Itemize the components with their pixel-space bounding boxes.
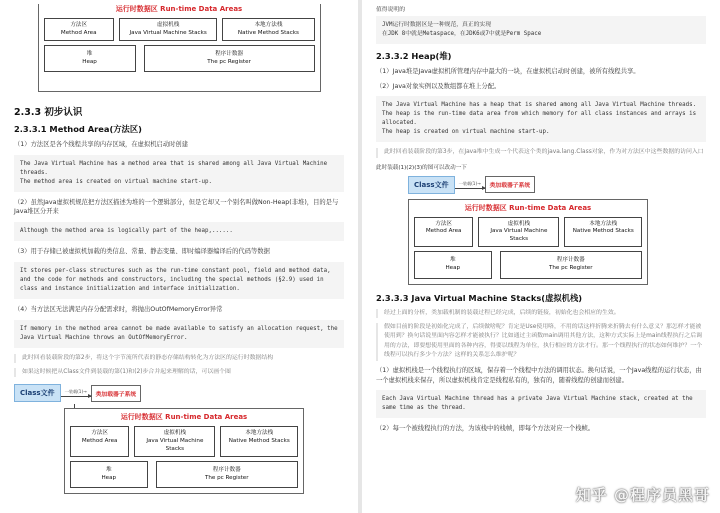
section-heading-vm-stacks: 2.3.3.3 Java Virtual Machine Stacks(虚拟机栈): [376, 292, 583, 303]
heap-note: 此时回看装载阶段的第3步，在Java堆中生成一个代表这个类的java.lang.Class对象，作为对方法区中这些数据的访问入口: [376, 148, 706, 157]
spec-note-box: JVM运行时数据区是一种规范，真正的实现 在JDK 8中就是Metaspace，在JDK6或7中就是Perm Space: [376, 16, 706, 44]
spec-note: [376, 4, 706, 44]
paragraph-4: （4）当方法区无法满足内存分配需求时，将抛出OutOfMemoryError异常: [14, 305, 223, 313]
runtime-diagram-right: [408, 199, 648, 285]
heap-box: 堆 Heap: [414, 251, 492, 278]
load-arrow: 一装载(1)→: [61, 389, 91, 397]
native-stacks-box: 本地方法栈 Native Method Stacks: [222, 18, 314, 41]
heap-paragraph-2: （2）Java对象实例以及数组都在堆上分配。: [376, 82, 501, 90]
code-block-3: It stores per-class structures such as the run-time constant pool, field and method data, and the code for methods and constructors, including the special methods (§2.9) used in class and instance initialization and interface initialization.: [14, 262, 344, 299]
method-area-box: 方法区 Method Area: [44, 18, 114, 41]
flow-caption: 此时装载(1)(2)(3)的图可以改动一下: [376, 164, 467, 171]
class-loader-subsystem-box: 类加载器子系统: [91, 385, 142, 402]
heap-code-block: The Java Virtual Machine has a heap that is shared among all Java Virtual Machine threads. The heap is the run-time data area from which memory for all class instances and arrays is allocated. The heap is created on virtual machine start-up.: [376, 96, 706, 142]
paragraph-1: （1）方法区是各个线程共享的内存区域，在虚拟机启动时创建: [14, 141, 189, 148]
flow-diagram-right: [408, 174, 706, 285]
paragraph-3: （3）用于存储已被虚拟机加载的类信息、常量、静态变量、即时编译器编译后的代码等数据: [14, 248, 270, 256]
left-page: [0, 0, 358, 513]
flow-diagram-left: [14, 382, 344, 494]
heap-box: 堆 Heap: [70, 461, 148, 488]
class-file-box: Class文件: [14, 384, 61, 402]
code-block-2: Although the method area is logically part of the heap,......: [14, 222, 344, 241]
native-stacks-box: 本地方法栈 Native Method Stacks: [564, 217, 642, 248]
method-area-box: 方法区 Method Area: [70, 426, 129, 457]
method-area-box: 方法区 Method Area: [414, 217, 473, 248]
diagram-title: 运行时数据区 Run-time Data Areas: [464, 203, 592, 212]
runtime-diagram-left: [64, 408, 304, 494]
section-heading-heap: 2.3.3.2 Heap(堆): [376, 50, 452, 61]
note-2: 如果这时候把从Class文件到装载的第(1)和(2)步合并起来理解的话，可以画个图: [14, 368, 344, 377]
class-loader-subsystem-box: 类加载器子系统: [485, 176, 536, 193]
pc-register-box: 程序计数器 The pc Register: [144, 45, 315, 72]
native-stacks-box: 本地方法栈 Native Method Stacks: [220, 426, 298, 457]
watermark: 知乎 @程序员黑哥: [575, 486, 710, 504]
pc-register-box: 程序计数器 The pc Register: [500, 251, 642, 278]
pc-register-box: 程序计数器 The pc Register: [156, 461, 298, 488]
runtime-diagram-top: [38, 4, 321, 96]
section-heading-2-3-3: 2.3.3 初步认识: [14, 107, 83, 118]
code-block-1: The Java Virtual Machine has a method area that is shared among all Java Virtual Machine threads. The method area is created on virtual machine start-up.: [14, 155, 344, 192]
section-heading-method-area: 2.3.3.1 Method Area(方法区): [14, 124, 142, 134]
right-page: [362, 0, 720, 513]
stack-note-1: 经过上面的分析，类加载机制的装载过程已经完成，后续的链接，初始化也会相应的生效。: [376, 309, 706, 318]
stack-paragraph-1: （1）虚拟机栈是一个线程执行的区域，保存着一个线程中方法的调用状态。换句话说，一个Java线程的运行状态，由一个虚拟机栈来保存，所以虚拟机栈肯定是线程私有的，独有的，随着线程的创建而创建。: [376, 366, 702, 384]
heap-box: 堆 Heap: [44, 45, 136, 72]
load-arrow: 一装载(1)→: [455, 181, 485, 189]
heap-paragraph-1: （1）Java堆是Java虚拟机所管理内存中最大的一块，在虚拟机启动时创建，被所有线程共享。: [376, 67, 640, 75]
stack-paragraph-2: （2）每一个被线程执行的方法，为该栈中的栈帧，即每个方法对应一个栈帧。: [376, 425, 595, 433]
diagram-title: 运行时数据区 Run-time Data Areas: [120, 413, 248, 422]
vm-stacks-box: 虚拟机栈 Java Virtual Machine Stacks: [478, 217, 559, 248]
note-1: 此时回看装载阶段的第2步，将这个字节流所代表的静态存储结构转化为方法区的运行时数据结构: [14, 354, 344, 363]
class-file-box: Class文件: [408, 176, 455, 194]
paragraph-2: （2）虽然Java虚拟机规范把方法区描述为堆的一个逻辑部分，但是它却又一个别名叫做Non-Heap(非堆)，目的是与Java堆区分开来: [14, 198, 339, 216]
code-block-4: If memory in the method area cannot be made available to satisfy an allocation request, the Java Virtual Machine throws an OutOfMemoryError.: [14, 320, 344, 348]
diagram-title: 运行时数据区 Run-time Data Areas: [115, 5, 243, 13]
vm-stacks-box: 虚拟机栈 Java Virtual Machine Stacks: [119, 18, 217, 41]
spec-note-label: 值得说明的: [376, 7, 405, 13]
vm-stacks-box: 虚拟机栈 Java Virtual Machine Stacks: [134, 426, 215, 457]
stack-code-block: Each Java Virtual Machine thread has a private Java Virtual Machine stack, created at the same time as the thread.: [376, 390, 706, 418]
stack-note-2: 假如目前的阶段是初始化完成了，后续做啥呢？肯定是Use使用咯，不用的话这样折腾来折腾去有什么意义？那怎样才能被使用到？换句话说里面内容怎样才能被执行？比如通过主函数main调用其他方法，这种方式实际上是main线程执行之后调用的方法，即要想使用里面的各种内容，得要以线程为单位，执行相应的方法才行。那一个线程执行的状态如何维护？一个线程可以执行多少个方法？这样的关系怎么维护呢？: [376, 323, 706, 361]
